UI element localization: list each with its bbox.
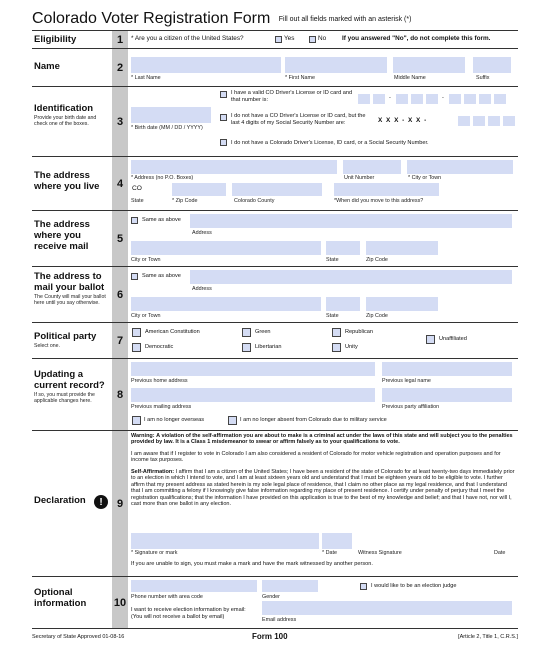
residential-address-caption: * Address (no P.O. Boxes) xyxy=(131,175,194,181)
no-longer-military-checkbox[interactable] xyxy=(228,416,237,425)
party-option-label: Republican xyxy=(345,329,373,335)
address-ballot-label: The address to mail your ballot xyxy=(34,271,105,293)
phone-input[interactable] xyxy=(131,580,257,592)
form-number: Form 100 xyxy=(252,632,288,641)
birth-date-caption: * Birth date (MM / DD / YYYY) xyxy=(131,125,203,131)
section-address-mail xyxy=(32,211,518,267)
address-ballot-note: The County will mail your ballot here until you say otherwise. xyxy=(34,294,106,306)
last-name-caption: * Last Name xyxy=(131,75,161,81)
ballot-same-checkbox[interactable] xyxy=(131,273,138,280)
mail-same-label: Same as above xyxy=(142,217,181,223)
signature-input[interactable] xyxy=(131,533,319,549)
section-number: 4 xyxy=(112,157,128,210)
mail-address-caption: Address xyxy=(192,230,212,236)
eligibility-label: Eligibility xyxy=(34,34,77,45)
self-affirmation-body: I affirm that I am a citizen of the United States; I have been a resident of the state of Colorado for at least twenty-two days immediately prior to an election in which I intend to vote, and I am at least sixteen years old and understand that I must be eighteen years old to be eligible to vote. I further affirm that my present address as stated herein is my sole legal place of residence, that I claim no other place as my legal residence, and that I understand that I am committing a felony if I knowingly give false information regarding my place of present residence. I certify under penalty of perjury that I meet the registration qualifications; that the information I have provided on this application is true to the best of my knowledge and belief; and that I have not, nor will I, cast more than one ballot in any election. xyxy=(131,469,515,508)
party-democratic-checkbox[interactable] xyxy=(132,343,141,352)
previous-name-input[interactable] xyxy=(382,362,512,376)
statute-reference: [Article 2, Title 1, C.R.S.] xyxy=(458,634,518,640)
license-separator: - xyxy=(389,95,391,101)
section-number: 10 xyxy=(112,577,128,628)
party-option-label: Unity xyxy=(345,344,358,350)
id-option-none-label: I do not have a Colorado Driver's License, ID card, or a Social Security Number. xyxy=(231,140,429,146)
party-libertarian-checkbox[interactable] xyxy=(242,343,251,352)
section-number: 9 xyxy=(112,431,128,576)
address-mail-label: The address where you receive mail xyxy=(34,219,90,252)
section-optional xyxy=(32,577,518,629)
email-input[interactable] xyxy=(262,601,512,615)
party-republican-checkbox[interactable] xyxy=(332,328,341,337)
ballot-address-input[interactable] xyxy=(190,270,512,284)
mail-same-checkbox[interactable] xyxy=(131,217,138,224)
previous-name-caption: Previous legal name xyxy=(382,378,431,384)
mail-address-input[interactable] xyxy=(190,214,512,228)
party-option-label: American Constitution xyxy=(145,329,200,335)
party-unaffiliated-checkbox[interactable] xyxy=(426,335,435,344)
section-number: 3 xyxy=(112,87,128,156)
ballot-city-input[interactable] xyxy=(131,297,321,311)
residential-city-input[interactable] xyxy=(407,160,513,174)
license-digit-box[interactable] xyxy=(426,94,438,104)
previous-home-address-input[interactable] xyxy=(131,362,375,376)
ssn-digit-box[interactable] xyxy=(473,116,485,126)
id-option-none-checkbox[interactable] xyxy=(220,139,227,146)
registration-form xyxy=(32,30,518,629)
section-number: 5 xyxy=(112,211,128,266)
election-judge-label: I would like to be an election judge xyxy=(371,583,457,589)
state-caption: State xyxy=(131,198,144,204)
ballot-city-caption: City or Town xyxy=(131,313,161,319)
county-caption: Colorado County xyxy=(234,198,275,204)
suffix-input[interactable] xyxy=(473,57,511,73)
party-option-label: Libertarian xyxy=(255,344,282,350)
license-digit-box[interactable] xyxy=(373,94,385,104)
election-judge-checkbox[interactable] xyxy=(360,583,367,590)
section-updating xyxy=(32,359,518,431)
residential-zip-caption: * Zip Code xyxy=(172,198,198,204)
previous-mailing-address-input[interactable] xyxy=(131,388,375,402)
ballot-state-input[interactable] xyxy=(326,297,360,311)
mail-zip-caption: Zip Code xyxy=(366,257,388,263)
no-longer-overseas-checkbox[interactable] xyxy=(132,416,141,425)
previous-party-input[interactable] xyxy=(382,388,512,402)
ballot-address-caption: Address xyxy=(192,286,212,292)
residency-awareness-text: I am aware that if I register to vote in Colorado I am also considered a resident of Colorado for motor vehicle registration and operation purposes and for income tax purposes. xyxy=(131,451,501,464)
section-identification xyxy=(32,87,518,157)
form-header xyxy=(32,10,532,32)
signature-caption: * Signature or mark xyxy=(131,550,178,556)
license-digit-box[interactable] xyxy=(479,94,491,104)
optional-label: Optional information xyxy=(34,587,87,609)
mail-zip-input[interactable] xyxy=(366,241,438,255)
ssn-digit-box[interactable] xyxy=(488,116,500,126)
ssn-digit-box[interactable] xyxy=(503,116,515,126)
updating-note: If so, you must provide the applicable changes here. xyxy=(34,392,95,404)
previous-home-address-caption: Previous home address xyxy=(131,378,188,384)
first-name-input[interactable] xyxy=(285,57,387,73)
ballot-zip-caption: Zip Code xyxy=(366,313,388,319)
unit-number-input[interactable] xyxy=(343,160,401,174)
license-digit-box[interactable] xyxy=(494,94,506,104)
warning-text xyxy=(131,433,515,446)
no-longer-military-label: I am no longer absent from Colorado due to military service xyxy=(240,417,387,423)
ballot-zip-input[interactable] xyxy=(366,297,438,311)
party-unity-checkbox[interactable] xyxy=(332,343,341,352)
signature-date-caption: * Date xyxy=(322,550,337,556)
residential-city-caption: * City or Town xyxy=(408,175,442,181)
party-option-label: Democratic xyxy=(145,344,174,350)
section-name xyxy=(32,49,518,87)
email-preference-note: (You will not receive a ballot by email) xyxy=(131,614,225,620)
unable-to-sign-note: If you are unable to sign, you must make a mark and have the mark witnessed by another person. xyxy=(131,561,373,567)
warning-heading: Warning: xyxy=(131,433,155,439)
party-note: Select one. xyxy=(34,343,60,349)
suffix-caption: Suffix xyxy=(476,75,490,81)
middle-name-caption: Middle Name xyxy=(394,75,426,81)
approval-note: Secretary of State Approved 01-08-16 xyxy=(32,634,125,640)
form-title: Colorado Voter Registration Form xyxy=(32,10,271,27)
self-affirmation-heading: Self-Affirmation: xyxy=(131,469,175,475)
form-subtitle: Fill out all fields marked with an asterisk (*) xyxy=(278,16,412,23)
no-longer-overseas-label: I am no longer overseas xyxy=(144,417,205,423)
residential-address-input[interactable] xyxy=(131,160,337,174)
last-name-input[interactable] xyxy=(131,57,281,73)
citizen-note: If you answered "No", do not complete this form. xyxy=(342,35,491,42)
mail-city-input[interactable] xyxy=(131,241,321,255)
identification-label: Identification xyxy=(34,103,94,114)
section-number: 8 xyxy=(112,359,128,430)
section-declaration xyxy=(32,431,518,577)
form-footer xyxy=(32,632,518,644)
license-digit-box[interactable] xyxy=(396,94,408,104)
unit-number-caption: Unit Number xyxy=(344,175,375,181)
section-address-ballot xyxy=(32,267,518,323)
witness-signature-caption: Witness Signature xyxy=(358,550,402,556)
citizen-no-checkbox[interactable] xyxy=(309,36,316,43)
address-live-label: The address where you live xyxy=(34,170,100,192)
citizen-yes-label: Yes xyxy=(284,35,295,42)
name-label: Name xyxy=(34,61,60,72)
section-party xyxy=(32,323,518,359)
id-option-ssn-checkbox[interactable] xyxy=(220,114,227,121)
section-address-live xyxy=(32,157,518,211)
mail-state-caption: State xyxy=(326,257,339,263)
license-digit-box[interactable] xyxy=(358,94,370,104)
county-input[interactable] xyxy=(232,183,322,196)
gender-input[interactable] xyxy=(262,580,318,592)
ssn-digit-box[interactable] xyxy=(458,116,470,126)
gender-caption: Gender xyxy=(262,594,280,600)
section-number: 2 xyxy=(112,49,128,86)
witness-date-caption: Date xyxy=(494,550,506,556)
citizen-yes-checkbox[interactable] xyxy=(275,36,282,43)
id-option-license-label: I have a valid CO Driver's License or ID card and that number is: xyxy=(231,90,353,103)
mail-state-input[interactable] xyxy=(326,241,360,255)
party-option-label: Unaffiliated xyxy=(439,336,467,342)
id-option-license-checkbox[interactable] xyxy=(220,91,227,98)
license-digit-box[interactable] xyxy=(449,94,461,104)
party-option-label: Green xyxy=(255,329,271,335)
previous-party-caption: Previous party affiliation xyxy=(382,404,440,410)
warning-body: A violation of the self-affirmation you are about to make is a criminal act under the laws of this state and will subject you to the penalties provided by law. It is a Class 1 misdemeanor to swear or affirm falsely as to your qualifications to vote. xyxy=(131,433,513,446)
ballot-same-label: Same as above xyxy=(142,273,181,279)
section-number: 6 xyxy=(112,267,128,322)
first-name-caption: * First Name xyxy=(285,75,315,81)
party-green-checkbox[interactable] xyxy=(242,328,251,337)
identification-note: Provide your birth date and check one of the boxes. xyxy=(34,115,97,127)
email-caption: Email address xyxy=(262,617,297,623)
citizen-question: * Are you a citizen of the United States? xyxy=(131,35,244,42)
move-date-input[interactable] xyxy=(334,183,439,196)
state-value: CO xyxy=(132,185,142,192)
residential-zip-input[interactable] xyxy=(172,183,226,196)
signature-date-input[interactable] xyxy=(322,533,352,549)
move-date-caption: *When did you move to this address? xyxy=(334,198,424,204)
previous-mailing-address-caption: Previous mailing address xyxy=(131,404,192,410)
warning-icon: ! xyxy=(94,495,108,509)
party-american-constitution-checkbox[interactable] xyxy=(132,328,141,337)
phone-caption: Phone number with area code xyxy=(131,594,203,600)
id-option-ssn-label: I do not have a CO Driver's License or ID card, but the last 4 digits of my Social Security Number are: xyxy=(231,113,366,126)
declaration-label: Declaration xyxy=(34,495,86,506)
middle-name-input[interactable] xyxy=(393,57,465,73)
mail-city-caption: City or Town xyxy=(131,257,161,263)
email-preference-label: I want to receive election information by email: xyxy=(131,607,246,613)
license-digit-box[interactable] xyxy=(411,94,423,104)
license-digit-box[interactable] xyxy=(464,94,476,104)
party-label: Political party xyxy=(34,331,97,342)
ballot-state-caption: State xyxy=(326,313,339,319)
self-affirmation-text xyxy=(131,469,515,507)
birth-date-input[interactable] xyxy=(131,107,211,123)
license-separator: - xyxy=(442,95,444,101)
section-eligibility xyxy=(32,31,518,49)
citizen-no-label: No xyxy=(318,35,327,42)
section-number: 1 xyxy=(112,31,128,48)
ssn-mask: X X X - X X - xyxy=(378,117,428,124)
updating-label: Updating a current record? xyxy=(34,369,105,391)
section-number: 7 xyxy=(112,323,128,358)
